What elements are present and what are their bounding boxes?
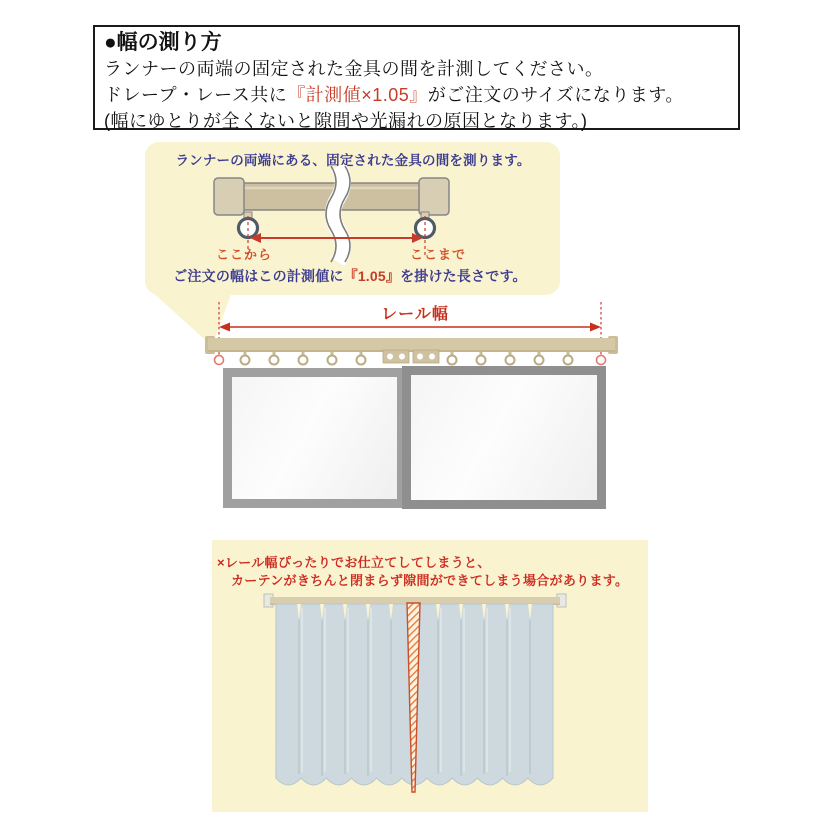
- warning-line-2: カーテンがきちんと閉まらず隙間ができてしまう場合があります。: [231, 573, 629, 588]
- measure-to-label: ここまで: [410, 247, 467, 262]
- rail-closeup-illustration: [190, 165, 470, 265]
- instruction-line-2-post: がご注文のサイズになります。: [427, 85, 684, 105]
- instruction-line-2-pre: ドレープ・レース共に: [104, 85, 288, 105]
- curtain-gap-illustration: [258, 588, 572, 798]
- window-sash-left: [223, 368, 406, 508]
- bubble-note: [150, 266, 550, 286]
- center-bracket-left: [383, 350, 409, 363]
- runner-ring-icon: [448, 352, 457, 365]
- center-bracket-right: [413, 350, 439, 363]
- runner-ring-icon: [357, 352, 366, 365]
- instruction-line-1: ランナーの両端の固定された金具の間を計測してください。: [104, 59, 604, 79]
- runner-ring-icon: [535, 352, 544, 365]
- window-sash-right: [402, 366, 606, 509]
- runner-ring-icon: [241, 352, 250, 365]
- rail-bar: [208, 338, 615, 352]
- runner-ring-icon: [299, 352, 308, 365]
- runner-ring-icon: [328, 352, 337, 365]
- rail-width-arrowhead-right: [590, 323, 601, 332]
- runner-ring-icon: [564, 352, 573, 365]
- rail-end-cap-left: [214, 178, 244, 215]
- rail-break-gap: [333, 166, 343, 262]
- formula-highlight: 『計測値×1.05』: [287, 85, 428, 105]
- instruction-line-2: [104, 82, 729, 108]
- runner-ring-icon: [506, 352, 515, 365]
- rail-end-cap-right: [419, 178, 449, 215]
- runner-ring-icon: [477, 352, 486, 365]
- warning-line-1: ×レール幅ぴったりでお仕立てしてしまうと、: [217, 555, 491, 570]
- instruction-line-3: (幅にゆとりが全くないと隙間や光漏れの原因となります。): [104, 111, 588, 131]
- fixed-runner-right-icon: [597, 356, 606, 365]
- measure-from-label: ここから: [216, 247, 273, 262]
- bubble-caption: ランナーの両端にある、固定された金具の間を測ります。: [175, 153, 531, 168]
- bubble-note-pre: ご注文の幅はこの計測値に: [173, 268, 344, 284]
- bubble-note-highlight: 『1.05』: [343, 268, 401, 284]
- runner-ring-icon: [270, 352, 279, 365]
- rail-width-arrowhead-left: [219, 323, 230, 332]
- bubble-note-post: を掛けた長さです。: [400, 268, 527, 284]
- rail-bar-shadow: [208, 350, 615, 352]
- rail-width-label: レール幅: [381, 306, 449, 323]
- measure-instruction-box: [93, 25, 740, 130]
- fixed-runner-left-icon: [215, 356, 224, 365]
- section-heading: ●幅の測り方: [104, 31, 222, 54]
- rail-width-diagram: [130, 296, 700, 370]
